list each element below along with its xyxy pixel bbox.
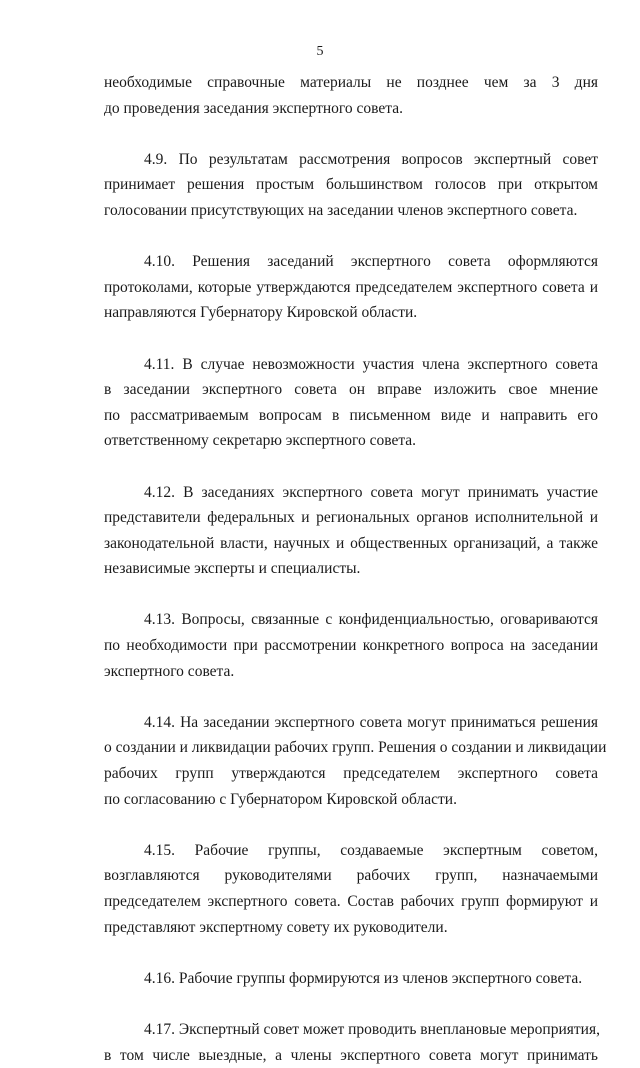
paragraph-4-10 (104, 249, 598, 326)
paragraph-4-15 (104, 838, 598, 940)
text-line: законодательной власти, научных и общественных организаций, а также (104, 534, 598, 552)
text-line: независимые эксперты и специалисты. (104, 560, 361, 578)
document-body (104, 70, 607, 1068)
paragraph-4-13 (104, 607, 598, 684)
text-line: представители федеральных и региональных органов исполнительной и (104, 509, 598, 527)
page-number: 5 (316, 44, 324, 59)
text-line: протоколами, которые утверждаются председателем экспертного совета и (104, 278, 598, 296)
text-line: в заседании экспертного совета он вправе изложить свое мнение (104, 381, 598, 399)
text-line: по согласованию с Губернатором Кировской области. (104, 790, 457, 808)
text-line: возглавляются руководителями рабочих групп, назначаемыми (104, 867, 598, 885)
paragraph-4-9 (104, 147, 598, 224)
text-line: председателем экспертного совета. Состав рабочих групп формируют и (104, 893, 598, 910)
paragraph-4-14 (104, 710, 607, 812)
text-line: 4.15. Рабочие группы, создаваемые экспертным советом, (144, 841, 598, 859)
paragraph-4-17 (104, 1017, 598, 1068)
paragraph-intro (104, 70, 598, 121)
text-line: 4.17. Экспертный совет может проводить внеплановые мероприятия, (144, 1020, 600, 1038)
text-line: рабочих групп утверждаются председателем экспертного совета (104, 765, 598, 783)
text-line: о создании и ликвидации рабочих групп. Решения о создании и ликвидации (104, 739, 607, 757)
text-line: по необходимости при рассмотрении конкретного вопроса на заседании (104, 637, 598, 655)
text-line: принимает решения простым большинством голосов при открытом (104, 176, 598, 194)
text-line: по рассматриваемым вопросам в письменном виде и направить его (104, 406, 598, 424)
text-line: до проведения заседания экспертного совета. (104, 99, 403, 117)
text-line: 4.12. В заседаниях экспертного совета могут принимать участие (144, 483, 598, 501)
text-line: в том числе выездные, а члены экспертного совета могут принимать (104, 1046, 598, 1064)
paragraph-4-11 (104, 352, 598, 454)
text-line: направляются Губернатору Кировской области. (104, 304, 418, 322)
text-line: 4.16. Рабочие группы формируются из членов экспертного совета. (144, 969, 583, 987)
text-line: экспертного совета. (104, 662, 235, 680)
text-line: ответственному секретарю экспертного совета. (104, 432, 417, 450)
paragraph-4-16 (104, 966, 598, 992)
text-line: 4.11. В случае невозможности участия члена экспертного совета (144, 355, 598, 373)
paragraph-4-12 (104, 480, 598, 582)
text-line: представляют экспертному совету их руководители. (104, 918, 448, 936)
text-line: 4.10. Решения заседаний экспертного совета оформляются (144, 253, 598, 271)
text-line: необходимые справочные материалы не позднее чем за 3 дня (104, 74, 598, 91)
text-line: голосовании присутствующих на заседании членов экспертного совета. (104, 201, 578, 219)
text-line: 4.13. Вопросы, связанные с конфиденциальностью, оговариваются (144, 611, 598, 629)
text-line: 4.9. По результатам рассмотрения вопросов экспертный совет (144, 150, 598, 168)
text-line: 4.14. На заседании экспертного совета могут приниматься решения (144, 713, 598, 731)
